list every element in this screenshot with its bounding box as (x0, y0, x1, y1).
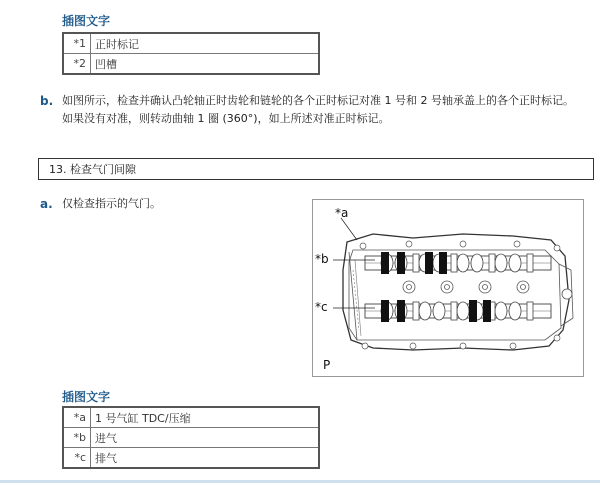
legend-1-title: 插图文字 (62, 14, 111, 28)
legend-1-row (63, 54, 319, 75)
legend-2-key: *c (63, 448, 91, 469)
legend-2-row (63, 448, 319, 469)
legend-2-value: 1 号气缸 TDC/压缩 (91, 407, 320, 428)
legend-1-value: 正时标记 (91, 33, 320, 54)
step-a-letter: a. (40, 197, 53, 211)
figure-label-a: *a (335, 206, 349, 220)
legend-2-key: *b (63, 428, 91, 448)
step-b-line-2: 如果没有对准，则转动曲轴 1 圈 (360°)，如上所述对准正时标记。 (62, 112, 390, 125)
legend-2-value: 进气 (91, 428, 320, 448)
legend-2-value: 排气 (91, 448, 320, 469)
section-header (38, 158, 594, 180)
engine-figure (312, 199, 584, 377)
step-b-letter: b. (40, 94, 54, 108)
figure-label-p: P (323, 358, 331, 372)
step-b-line-1: 如图所示，检查并确认凸轮轴正时齿轮和链轮的各个正时标记对准 1 号和 2 号轴承盖上的各个正时标记。 (62, 94, 574, 107)
legend-2-table (62, 406, 320, 469)
legend-2-title: 插图文字 (62, 390, 111, 404)
section-title: 13. 检查气门间隙 (49, 163, 136, 176)
legend-2-key: *a (63, 407, 91, 428)
figure-label-b: *b (315, 252, 329, 266)
legend-2-row (63, 407, 319, 428)
legend-2-row (63, 428, 319, 448)
legend-1-key: *2 (63, 54, 91, 75)
legend-1-value: 凹槽 (91, 54, 320, 75)
legend-1-key: *1 (63, 33, 91, 54)
figure-label-c: *c (315, 300, 328, 314)
legend-1-table (62, 32, 320, 75)
step-a-text: 仅检查指示的气门。 (62, 197, 161, 210)
step-b-text (62, 92, 592, 128)
footer-divider (0, 480, 600, 483)
legend-1-row (63, 33, 319, 54)
cylinder-head-illustration (313, 200, 583, 376)
